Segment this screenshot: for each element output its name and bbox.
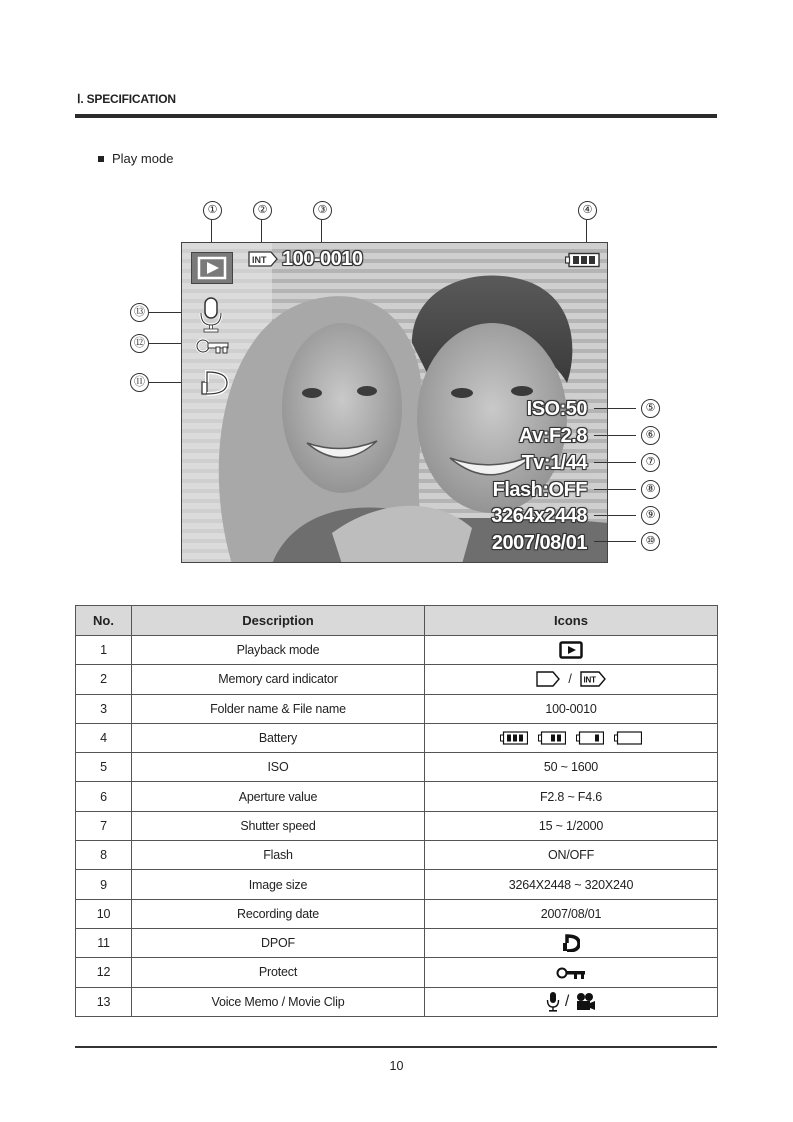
battery-two-thirds-icon (538, 731, 566, 745)
row-icons: F2.8 ~ F4.6 (425, 782, 718, 811)
battery-overlay (565, 252, 601, 273)
row-icons (425, 958, 718, 987)
header-description: Description (132, 606, 425, 636)
row-no: 9 (76, 870, 132, 899)
leader-6 (594, 435, 636, 436)
footer-rule (75, 1046, 717, 1048)
row-icons: 15 ~ 1/2000 (425, 811, 718, 840)
row-icons: 3264X2448 ~ 320X240 (425, 870, 718, 899)
row-no: 4 (76, 723, 132, 752)
leader-7 (594, 462, 636, 463)
row-icons (425, 987, 718, 1016)
dpof-overlay (199, 368, 231, 401)
row-icons: ON/OFF (425, 841, 718, 870)
row-description: Protect (132, 958, 425, 987)
callout-12: ⑫ (130, 334, 149, 353)
row-description: Voice Memo / Movie Clip (132, 987, 425, 1016)
memory-indicator-overlay (248, 250, 278, 273)
row-no: 5 (76, 753, 132, 782)
table-row (76, 841, 718, 870)
row-description: DPOF (132, 928, 425, 957)
shutter-overlay: Tv:1/44 (521, 452, 587, 474)
battery-full-icon (565, 252, 601, 268)
row-no: 6 (76, 782, 132, 811)
row-description: Folder name & File name (132, 694, 425, 723)
playback-icon (192, 253, 232, 283)
icon-spec-table (75, 605, 718, 1017)
row-icons: 50 ~ 1600 (425, 753, 718, 782)
internal-memory-icon (580, 671, 606, 687)
row-no: 10 (76, 899, 132, 928)
row-no: 8 (76, 841, 132, 870)
iso-overlay: ISO:50 (526, 398, 587, 420)
playback-screen-photo (181, 242, 608, 563)
row-no: 11 (76, 928, 132, 957)
row-description: Flash (132, 841, 425, 870)
protect-key-icon (195, 338, 229, 354)
protect-overlay (195, 338, 229, 359)
page-number: 10 (389, 1059, 404, 1073)
header-rule (75, 114, 717, 118)
table-row (76, 811, 718, 840)
row-description: Battery (132, 723, 425, 752)
row-icons (425, 665, 718, 694)
callout-11: ⑪ (130, 373, 149, 392)
row-no: 12 (76, 958, 132, 987)
callout-13: ⑬ (130, 303, 149, 322)
row-description: Memory card indicator (132, 665, 425, 694)
icon-separator: / (564, 992, 570, 1010)
file-name-overlay: 100-0010 (282, 248, 363, 270)
callout-3: ③ (313, 201, 332, 220)
voice-memo-icon (199, 297, 223, 333)
icon-separator: / (568, 672, 572, 687)
table-row (76, 870, 718, 899)
date-overlay: 2007/08/01 (491, 532, 587, 554)
leader-9 (594, 515, 636, 516)
row-icons: 100-0010 (425, 694, 718, 723)
svg-text:INT: INT (252, 255, 267, 265)
callout-6: ⑥ (641, 426, 660, 445)
table-row (76, 723, 718, 752)
dpof-icon (562, 934, 580, 952)
callout-9: ⑨ (641, 506, 660, 525)
leader-10 (594, 541, 636, 542)
row-no: 7 (76, 811, 132, 840)
protect-key-icon (556, 966, 586, 980)
playback-mode-indicator (191, 252, 233, 284)
row-no: 2 (76, 665, 132, 694)
callout-4: ④ (578, 201, 597, 220)
row-description: Aperture value (132, 782, 425, 811)
table-row (76, 636, 718, 665)
row-icons: 2007/08/01 (425, 899, 718, 928)
flash-overlay: Flash:OFF (492, 479, 587, 501)
row-icons (425, 928, 718, 957)
play-mode-label: Play mode (112, 151, 174, 166)
row-description: ISO (132, 753, 425, 782)
memory-card-icon (536, 671, 560, 687)
callout-8: ⑧ (641, 480, 660, 499)
table-row (76, 958, 718, 987)
row-description: Shutter speed (132, 811, 425, 840)
table-row (76, 753, 718, 782)
play-mode-heading (98, 151, 173, 166)
battery-full-icon (500, 731, 528, 745)
svg-text:INT: INT (583, 675, 596, 685)
callout-5: ⑤ (641, 399, 660, 418)
image-size-overlay: 3264x2448 (491, 505, 587, 527)
row-no: 3 (76, 694, 132, 723)
header-icons: Icons (425, 606, 718, 636)
playback-icon (559, 641, 583, 659)
row-icons (425, 723, 718, 752)
row-description: Playback mode (132, 636, 425, 665)
battery-empty-icon (614, 731, 642, 745)
callout-10: ⑩ (641, 532, 660, 551)
leader-8 (594, 489, 636, 490)
row-description: Recording date (132, 899, 425, 928)
callout-1: ① (203, 201, 222, 220)
table-row (76, 694, 718, 723)
section-title: Ⅰ. SPECIFICATION (77, 92, 176, 106)
row-description: Image size (132, 870, 425, 899)
callout-7: ⑦ (641, 453, 660, 472)
table-row (76, 665, 718, 694)
internal-memory-icon (248, 250, 278, 268)
dpof-icon (199, 368, 231, 396)
table-row (76, 987, 718, 1016)
table-row (76, 899, 718, 928)
table-row (76, 782, 718, 811)
table-row (76, 928, 718, 957)
row-no: 13 (76, 987, 132, 1016)
bullet-square-icon (98, 156, 104, 162)
callout-2: ② (253, 201, 272, 220)
battery-one-third-icon (576, 731, 604, 745)
voice-memo-icon (546, 991, 560, 1013)
leader-5 (594, 408, 636, 409)
movie-clip-icon (574, 992, 596, 1012)
aperture-overlay: Av:F2.8 (518, 425, 587, 447)
header-no: No. (76, 606, 132, 636)
row-icons (425, 636, 718, 665)
table-header-row (76, 606, 718, 636)
row-no: 1 (76, 636, 132, 665)
voice-memo-overlay (199, 297, 223, 338)
